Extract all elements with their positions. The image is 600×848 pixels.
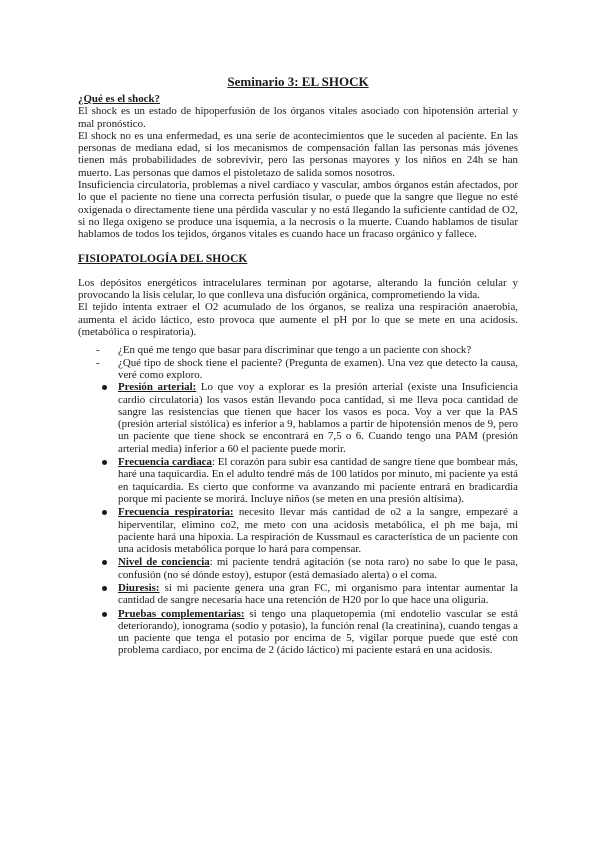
question-item: - ¿En qué me tengo que basar para discriminar que tengo a un paciente con shock? (118, 344, 518, 356)
term: Presión arterial: (118, 381, 197, 394)
question-item: - ¿Qué tipo de shock tiene el paciente? (Pregunta de examen). Una vez que detecto la causa, veré como exploro. (118, 357, 518, 382)
term: Nivel de conciencia (118, 556, 210, 569)
document-title: Seminario 3: EL SHOCK (227, 74, 369, 89)
term-description: necesito llevar más cantidad de o2 a la sangre, empezaré a hiperventilar, elimino co2, me meto con una acidosis metabólica, el ph me baja, mi paciente hará una hipoxia. La respiración de Kussmaul es característica de un paciente con una acidosis metabólica porque lo hará para compensar. (118, 506, 518, 556)
term: Frecuencia cardiaca (118, 456, 212, 469)
section-heading-what-is-shock: ¿Qué es el shock? (78, 93, 160, 105)
term: Frecuencia respiratoria: (118, 506, 234, 519)
list-item-diuresis (118, 582, 518, 607)
paragraph: Los depósitos energéticos intracelulares terminan por agotarse, alterando la función celular y provocando la lisis celular, lo que conlleva una disfución orgánica, comprometiendo la vida. (78, 276, 518, 302)
list-item-frecuencia-cardiaca (118, 456, 518, 505)
term-description: Lo que voy a explorar es la presión arterial (existe una Insuficiencia cardio circulatoria) los vasos están llevando poca cantidad, si me lleva poca cantidad de sangre las resistencias que tienen que hacer los vasos es poca. Voy a ver que la PAS (presión arterial sistólica) es inferior a 9, hablamos a partir de hipotensión menos de 9, pero un paciente que tiene shock se encontrará en 7,5 o 6. Cuando tengo una PAM (presión arterial media) inferior a 60 el paciente puede morir. (118, 381, 519, 455)
term: Pruebas complementarias: (118, 607, 245, 620)
section-heading-fisiopatologia: FISIOPATOLOGÍA DEL SHOCK (78, 252, 248, 265)
list-item-pruebas-complementarias (118, 608, 518, 657)
question-list (78, 344, 518, 381)
paragraph: El tejido intenta extraer el O2 acumulado de los órganos, se realiza una respiración anaerobia, aumenta el ácido láctico, esto provoca que aumente el pH por lo que se mete en una acidosis. (metabólica o respiratoria). (78, 301, 518, 339)
exploration-list (78, 381, 518, 657)
term-description: : El corazón para subir esa cantidad de sangre tiene que bombear más, haré una taquicardia. En el adulto tendré más de 100 latidos por minuto, mi paciente ya está en taquicardia. Es cierto que conforme va avanzando mi paciente entrará en bradicardia porque mi paciente se morirá. Incluye niños (se meten en una presión altísima). (118, 456, 518, 505)
term: Diuresis: (118, 581, 160, 594)
term-description: si mi paciente genera una gran FC, mi organismo para intentar aumentar la cantidad de sangre necesaria hace una retención de H20 por lo que hace una oliguria. (118, 581, 518, 607)
list-item-presion-arterial (118, 381, 518, 455)
list-item-nivel-conciencia (118, 556, 518, 581)
paragraph: Insuficiencia circulatoria, problemas a nivel cardiaco y vascular, ambos órganos están afectados, por lo que el paciente no tiene una correcta perfusión tisular, o puede que la sangre que llegue no esté oxigenada o directamente tiene una pérdida vascular y no está llegando la suficiente cantidad de O2, si no llega oxigeno se produce una isquemia, a la necrosis o la muerte. Cuando hablamos de tisular hablamos de todos los tejidos, órganos vitales es cuando hace un fracaso orgánico y fallece. (78, 179, 518, 241)
paragraph: El shock no es una enfermedad, es una serie de acontecimientos que le suceden al paciente. En las personas de mediana edad, si los mecanismos de compensación fallan las personas más jóvenes tienen más probabilidades de sobrevivir, pero las personas mayores y los niños en 24h se han muerto. Las personas que damos el pistoletazo de salida somos nosotros. (78, 129, 518, 179)
list-item-frecuencia-respiratoria (118, 506, 518, 555)
term-description: si tengo una plaquetopemia (mi endotelio vascular se está deteriorando), ionograma (sodio y potasio), la función renal (la creatinina), cuando tengas a un paciente que tenga el potasio por encima de 5, vigilar porque puede que esté con problema cardiaco, por encima de 2 (ácido láctico) mi paciente estará en una acidosis. (118, 607, 519, 657)
paragraph: El shock es un estado de hipoperfusión de los órganos vitales asociado con hipotensión arterial y mal pronóstico. (78, 105, 518, 130)
term-description: : mi paciente tendrá agitación (se nota raro) no sabe lo que le pasa, confusión (no sé dónde estoy), estupor (está demasiado alerta) o el coma. (118, 556, 518, 581)
document-page (78, 74, 518, 658)
